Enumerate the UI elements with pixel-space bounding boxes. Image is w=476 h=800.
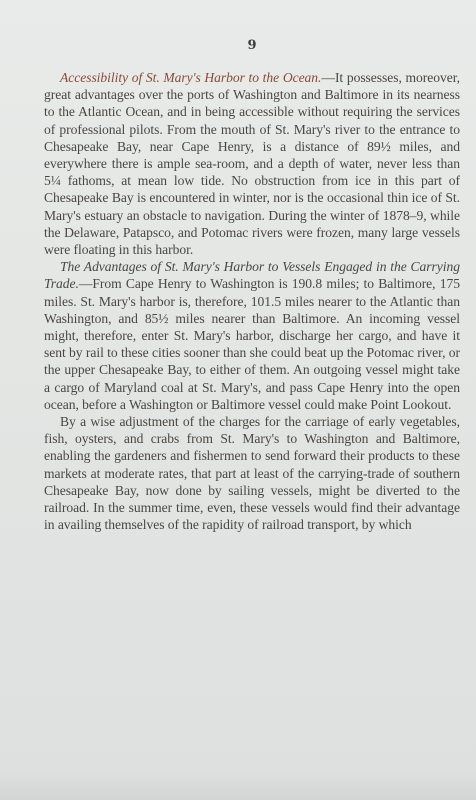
- page-shadow: [0, 770, 476, 800]
- paragraph-body-adjustment: By a wise adjustment of the charges for the carriage of early vegetables, fish, oysters, and crabs from St. Mary's to Washington and Baltimore, enabling the gardeners and fishermen to send forward their products to these markets at moderate rates, that part at least of the carrying-trade of southern Chesapeake Bay, now done by sailing vessels, might be diverted to the railroad. In the summer time, even, these vessels would find their advantage in availing themselves of the rapidity of railroad transport, by which: [44, 414, 460, 533]
- paragraph-advantages: [44, 258, 460, 413]
- page-number: 9: [247, 38, 257, 53]
- section-heading-accessibility: Accessibility of St. Mary's Harbor to the Ocean.: [60, 70, 322, 85]
- paragraph-body-advantages: —From Cape Henry to Washington is 190.8 miles; to Baltimore, 175 miles. St. Mary's harbor is, therefore, 101.5 miles nearer to the Atlantic than Washington, and 85½ miles nearer than Baltimore. An incoming vessel might, therefore, enter St. Mary's harbor, discharge her cargo, and have it sent by rail to these cities sooner than she could beat up the Potomac river, or the upper Chesapeake Bay, to either of them. An outgoing vessel might take a cargo of Maryland coal at St. Mary's, and pass Cape Henry into the open ocean, before a Washington or Baltimore vessel could make Point Lookout.: [44, 276, 460, 412]
- section-heading-advantages: The Advantages of St. Mary's Harbor to Vessels Engaged in the Carrying Trade.: [44, 259, 460, 292]
- paragraph-body-accessibility: —It possesses, moreover, great advantages over the ports of Washington and Baltimore in its nearness to the Atlantic Ocean, and in being accessible without requiring the services of professional pilots. From the mouth of St. Mary's river to the entrance to Chesapeake Bay, near Cape Henry, is a distance of 89½ miles, and everywhere there is ample sea-room, and a depth of water, never less than 5¼ fathoms, at mean low tide. No obstruction from ice in this part of Chesapeake Bay is encountered in winter, nor is the occasional thin ice of St. Mary's estuary an obstacle to navigation. During the winter of 1878–9, while the Delaware, Patapsco, and Potomac rivers were frozen, many large vessels were floating in this harbor.: [44, 70, 460, 258]
- paragraph-adjustment: [44, 413, 460, 533]
- paragraph-accessibility: [44, 69, 460, 258]
